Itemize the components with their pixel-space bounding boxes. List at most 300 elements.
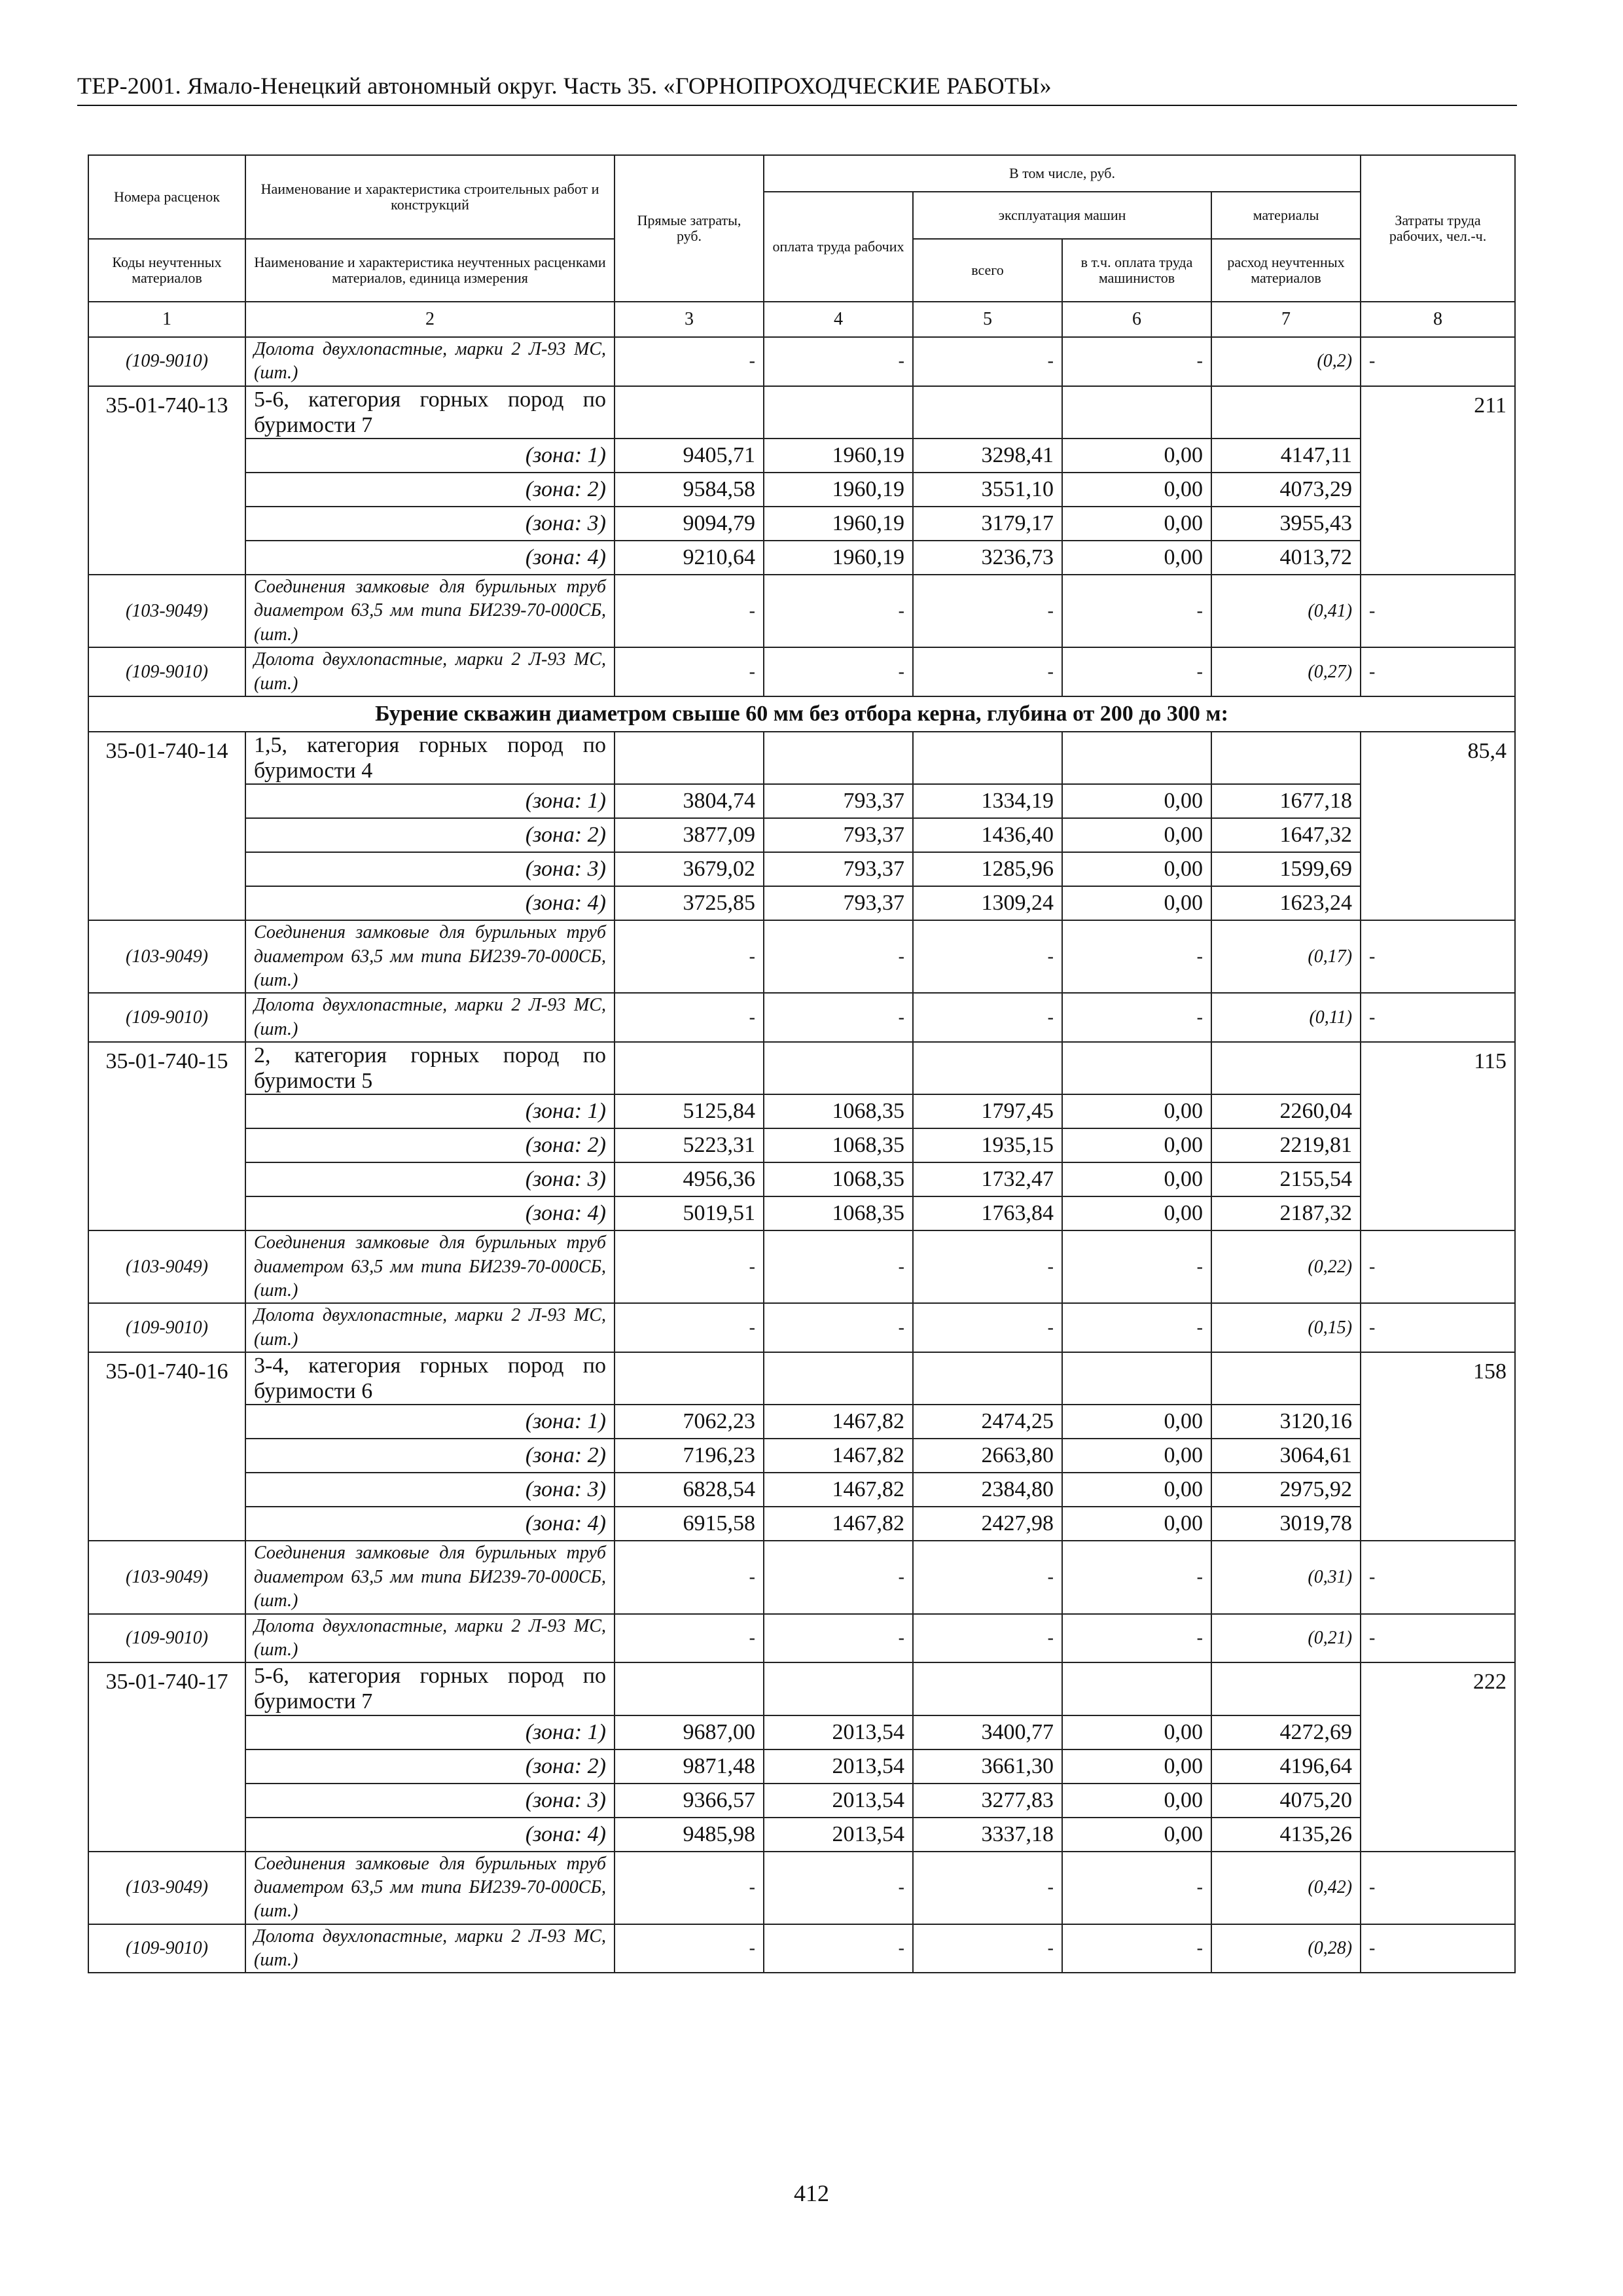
rate-title-row xyxy=(88,1662,1515,1715)
material-consumption-cell: (0,21) xyxy=(1211,1614,1361,1663)
direct-cost-value: 7062,23 xyxy=(615,1405,764,1439)
material-name: Долота двухлопастные, марки 2 Л-93 МС, (шт.) xyxy=(245,647,615,696)
column-number: 6 xyxy=(1062,302,1211,337)
material-name: Соединения замковые для бурильных труб диаметром 63,5 мм типа БИ239-70-000СБ, (шт.) xyxy=(245,920,615,993)
section-title: Бурение скважин диаметром свыше 60 мм без отбора керна, глубина от 200 до 300 м: xyxy=(88,696,1515,732)
machines-total-value: 1309,24 xyxy=(913,886,1062,920)
direct-cost-cell: - xyxy=(615,1852,764,1924)
material-row xyxy=(88,647,1515,696)
empty-cell xyxy=(913,386,1062,439)
operators-pay-value: 0,00 xyxy=(1062,473,1211,507)
operators-pay-value: 0,00 xyxy=(1062,1818,1211,1852)
material-name: Соединения замковые для бурильных труб диаметром 63,5 мм типа БИ239-70-000СБ, (шт.) xyxy=(245,1230,615,1303)
direct-cost-cell: - xyxy=(615,647,764,696)
machines-total-value: 2384,80 xyxy=(913,1473,1062,1507)
header-operators-pay: в т.ч. оплата труда машинистов xyxy=(1062,239,1211,302)
labor-cost-cell: - xyxy=(1361,993,1515,1042)
materials-value: 1599,69 xyxy=(1211,852,1361,886)
header-labor-costs: Затраты труда рабочих, чел.-ч. xyxy=(1361,155,1515,302)
materials-value: 2187,32 xyxy=(1211,1196,1361,1230)
material-code: (109-9010) xyxy=(88,337,245,386)
direct-cost-cell: - xyxy=(615,1541,764,1613)
materials-value: 4075,20 xyxy=(1211,1784,1361,1818)
machines-total-cell: - xyxy=(913,1614,1062,1663)
empty-cell xyxy=(1211,1662,1361,1715)
direct-cost-value: 3725,85 xyxy=(615,886,764,920)
material-row xyxy=(88,1303,1515,1352)
material-code: (109-9010) xyxy=(88,647,245,696)
operators-pay-value: 0,00 xyxy=(1062,541,1211,575)
machines-total-value: 3400,77 xyxy=(913,1715,1062,1749)
empty-cell xyxy=(913,1042,1062,1094)
zone-row xyxy=(88,541,1515,575)
zone-label: (зона: 1) xyxy=(245,439,615,473)
zone-label: (зона: 2) xyxy=(245,1128,615,1162)
workers-pay-value: 1960,19 xyxy=(764,541,913,575)
workers-pay-value: 2013,54 xyxy=(764,1749,913,1784)
zone-label: (зона: 2) xyxy=(245,473,615,507)
direct-cost-value: 9584,58 xyxy=(615,473,764,507)
zone-label: (зона: 4) xyxy=(245,1818,615,1852)
materials-value: 3019,78 xyxy=(1211,1507,1361,1541)
workers-pay-value: 2013,54 xyxy=(764,1818,913,1852)
zone-label: (зона: 3) xyxy=(245,1784,615,1818)
empty-cell xyxy=(615,386,764,439)
workers-pay-cell: - xyxy=(764,920,913,993)
zone-row xyxy=(88,1507,1515,1541)
direct-cost-value: 9210,64 xyxy=(615,541,764,575)
rate-title: 3-4, категория горных пород по буримости 6 xyxy=(245,1352,615,1405)
zone-row xyxy=(88,1818,1515,1852)
column-number: 1 xyxy=(88,302,245,337)
rate-title: 2, категория горных пород по буримости 5 xyxy=(245,1042,615,1094)
operators-pay-value: 0,00 xyxy=(1062,818,1211,852)
empty-cell xyxy=(1062,1042,1211,1094)
machines-total-cell: - xyxy=(913,993,1062,1042)
materials-value: 3120,16 xyxy=(1211,1405,1361,1439)
workers-pay-value: 793,37 xyxy=(764,886,913,920)
column-number: 8 xyxy=(1361,302,1515,337)
workers-pay-cell: - xyxy=(764,1303,913,1352)
page-number: 412 xyxy=(794,2180,829,2206)
workers-pay-cell: - xyxy=(764,1924,913,1973)
direct-cost-value: 6828,54 xyxy=(615,1473,764,1507)
operators-pay-value: 0,00 xyxy=(1062,1405,1211,1439)
section-row xyxy=(88,696,1515,732)
machines-total-cell: - xyxy=(913,1541,1062,1613)
zone-row xyxy=(88,1784,1515,1818)
machines-total-cell: - xyxy=(913,1852,1062,1924)
material-name: Долота двухлопастные, марки 2 Л-93 МС, (шт.) xyxy=(245,337,615,386)
rate-title-row xyxy=(88,732,1515,784)
materials-value: 3064,61 xyxy=(1211,1439,1361,1473)
zone-label: (зона: 4) xyxy=(245,1196,615,1230)
zone-row xyxy=(88,1439,1515,1473)
material-code: (109-9010) xyxy=(88,993,245,1042)
rate-title: 1,5, категория горных пород по буримости 4 xyxy=(245,732,615,784)
machines-total-value: 3661,30 xyxy=(913,1749,1062,1784)
operators-pay-cell: - xyxy=(1062,575,1211,647)
material-consumption-cell: (0,27) xyxy=(1211,647,1361,696)
empty-cell xyxy=(1211,1042,1361,1094)
direct-cost-value: 5223,31 xyxy=(615,1128,764,1162)
material-code: (103-9049) xyxy=(88,1541,245,1613)
labor-cost-cell: - xyxy=(1361,1303,1515,1352)
operators-pay-cell: - xyxy=(1062,993,1211,1042)
rate-title: 5-6, категория горных пород по буримости 7 xyxy=(245,1662,615,1715)
table-body xyxy=(88,337,1515,1973)
empty-cell xyxy=(1062,1352,1211,1405)
material-code: (109-9010) xyxy=(88,1614,245,1663)
direct-cost-value: 9687,00 xyxy=(615,1715,764,1749)
labor-cost-cell: - xyxy=(1361,1852,1515,1924)
workers-pay-value: 1467,82 xyxy=(764,1405,913,1439)
direct-cost-cell: - xyxy=(615,337,764,386)
workers-pay-cell: - xyxy=(764,575,913,647)
machines-total-cell: - xyxy=(913,1303,1062,1352)
material-code: (103-9049) xyxy=(88,1230,245,1303)
material-code: (103-9049) xyxy=(88,575,245,647)
material-consumption-cell: (0,31) xyxy=(1211,1541,1361,1613)
empty-cell xyxy=(764,732,913,784)
workers-pay-value: 1467,82 xyxy=(764,1507,913,1541)
labor-cost-cell: - xyxy=(1361,1614,1515,1663)
workers-pay-cell: - xyxy=(764,1541,913,1613)
rate-title-row xyxy=(88,386,1515,439)
material-consumption-cell: (0,15) xyxy=(1211,1303,1361,1352)
header-materials: материалы xyxy=(1211,192,1361,239)
machines-total-cell: - xyxy=(913,920,1062,993)
zone-label: (зона: 3) xyxy=(245,1162,615,1196)
material-consumption-cell: (0,42) xyxy=(1211,1852,1361,1924)
zone-row xyxy=(88,818,1515,852)
zone-label: (зона: 4) xyxy=(245,1507,615,1541)
empty-cell xyxy=(615,1352,764,1405)
operators-pay-value: 0,00 xyxy=(1062,1094,1211,1128)
operators-pay-cell: - xyxy=(1062,1230,1211,1303)
column-number: 4 xyxy=(764,302,913,337)
workers-pay-value: 1068,35 xyxy=(764,1094,913,1128)
rate-code: 35-01-740-17 xyxy=(88,1662,245,1851)
workers-pay-cell: - xyxy=(764,1230,913,1303)
zone-label: (зона: 1) xyxy=(245,1405,615,1439)
operators-pay-value: 0,00 xyxy=(1062,1439,1211,1473)
header-machines: эксплуатация машин xyxy=(913,192,1211,239)
column-number: 3 xyxy=(615,302,764,337)
empty-cell xyxy=(913,1352,1062,1405)
zone-label: (зона: 3) xyxy=(245,1473,615,1507)
machines-total-cell: - xyxy=(913,575,1062,647)
header-material-codes: Коды неучтенных материалов xyxy=(88,239,245,302)
workers-pay-cell: - xyxy=(764,1852,913,1924)
zone-label: (зона: 4) xyxy=(245,886,615,920)
operators-pay-cell: - xyxy=(1062,1852,1211,1924)
material-name: Соединения замковые для бурильных труб диаметром 63,5 мм типа БИ239-70-000СБ, (шт.) xyxy=(245,1852,615,1924)
rate-title-row xyxy=(88,1042,1515,1094)
header-work-name: Наименование и характеристика строительных работ и конструкций xyxy=(245,155,615,239)
operators-pay-value: 0,00 xyxy=(1062,439,1211,473)
materials-value: 2219,81 xyxy=(1211,1128,1361,1162)
rate-code: 35-01-740-16 xyxy=(88,1352,245,1541)
zone-row xyxy=(88,1749,1515,1784)
operators-pay-cell: - xyxy=(1062,1541,1211,1613)
labor-cost-cell: - xyxy=(1361,575,1515,647)
zone-label: (зона: 1) xyxy=(245,1094,615,1128)
operators-pay-value: 0,00 xyxy=(1062,886,1211,920)
empty-cell xyxy=(764,1352,913,1405)
workers-pay-value: 1068,35 xyxy=(764,1196,913,1230)
operators-pay-value: 0,00 xyxy=(1062,1162,1211,1196)
workers-pay-value: 1467,82 xyxy=(764,1473,913,1507)
direct-cost-value: 9366,57 xyxy=(615,1784,764,1818)
rate-title-row xyxy=(88,1352,1515,1405)
material-consumption-cell: (0,28) xyxy=(1211,1924,1361,1973)
materials-value: 4196,64 xyxy=(1211,1749,1361,1784)
material-consumption-cell: (0,22) xyxy=(1211,1230,1361,1303)
material-row xyxy=(88,1541,1515,1613)
direct-cost-value: 5125,84 xyxy=(615,1094,764,1128)
table-header xyxy=(88,155,1515,337)
zone-label: (зона: 1) xyxy=(245,1715,615,1749)
labor-cost-cell: - xyxy=(1361,647,1515,696)
zone-row xyxy=(88,1715,1515,1749)
operators-pay-value: 0,00 xyxy=(1062,1715,1211,1749)
machines-total-value: 1797,45 xyxy=(913,1094,1062,1128)
empty-cell xyxy=(1062,732,1211,784)
operators-pay-cell: - xyxy=(1062,1924,1211,1973)
operators-pay-value: 0,00 xyxy=(1062,1196,1211,1230)
material-code: (109-9010) xyxy=(88,1924,245,1973)
material-name: Долота двухлопастные, марки 2 Л-93 МС, (шт.) xyxy=(245,1924,615,1973)
labor-cost-cell: - xyxy=(1361,1924,1515,1973)
materials-value: 2155,54 xyxy=(1211,1162,1361,1196)
operators-pay-value: 0,00 xyxy=(1062,507,1211,541)
direct-cost-cell: - xyxy=(615,1924,764,1973)
operators-pay-value: 0,00 xyxy=(1062,852,1211,886)
direct-cost-cell: - xyxy=(615,920,764,993)
operators-pay-cell: - xyxy=(1062,337,1211,386)
materials-value: 4073,29 xyxy=(1211,473,1361,507)
zone-row xyxy=(88,852,1515,886)
empty-cell xyxy=(764,1662,913,1715)
zone-row xyxy=(88,1162,1515,1196)
labor-cost: 158 xyxy=(1361,1352,1515,1541)
machines-total-value: 1334,19 xyxy=(913,784,1062,818)
zone-label: (зона: 3) xyxy=(245,852,615,886)
workers-pay-value: 2013,54 xyxy=(764,1715,913,1749)
material-name: Соединения замковые для бурильных труб диаметром 63,5 мм типа БИ239-70-000СБ, (шт.) xyxy=(245,575,615,647)
workers-pay-value: 1960,19 xyxy=(764,439,913,473)
machines-total-value: 3298,41 xyxy=(913,439,1062,473)
workers-pay-value: 1068,35 xyxy=(764,1162,913,1196)
zone-row xyxy=(88,1094,1515,1128)
empty-cell xyxy=(913,1662,1062,1715)
column-number: 2 xyxy=(245,302,615,337)
machines-total-value: 2474,25 xyxy=(913,1405,1062,1439)
material-row xyxy=(88,993,1515,1042)
materials-value: 1623,24 xyxy=(1211,886,1361,920)
workers-pay-value: 1068,35 xyxy=(764,1128,913,1162)
labor-cost: 115 xyxy=(1361,1042,1515,1230)
materials-value: 3955,43 xyxy=(1211,507,1361,541)
empty-cell xyxy=(615,1042,764,1094)
operators-pay-cell: - xyxy=(1062,1303,1211,1352)
zone-row xyxy=(88,1473,1515,1507)
direct-cost-cell: - xyxy=(615,575,764,647)
operators-pay-cell: - xyxy=(1062,920,1211,993)
column-number: 5 xyxy=(913,302,1062,337)
operators-pay-value: 0,00 xyxy=(1062,1749,1211,1784)
operators-pay-value: 0,00 xyxy=(1062,1128,1211,1162)
material-name: Соединения замковые для бурильных труб диаметром 63,5 мм типа БИ239-70-000СБ, (шт.) xyxy=(245,1541,615,1613)
zone-row xyxy=(88,473,1515,507)
column-number: 7 xyxy=(1211,302,1361,337)
labor-cost-cell: - xyxy=(1361,1541,1515,1613)
material-consumption-cell: (0,17) xyxy=(1211,920,1361,993)
rate-code: 35-01-740-15 xyxy=(88,1042,245,1230)
labor-cost: 222 xyxy=(1361,1662,1515,1851)
empty-cell xyxy=(1211,1352,1361,1405)
header-including: В том числе, руб. xyxy=(764,155,1361,192)
material-consumption-cell: (0,11) xyxy=(1211,993,1361,1042)
zone-row xyxy=(88,1405,1515,1439)
empty-cell xyxy=(1062,386,1211,439)
material-name: Долота двухлопастные, марки 2 Л-93 МС, (шт.) xyxy=(245,1303,615,1352)
empty-cell xyxy=(913,732,1062,784)
header-workers-pay: оплата труда рабочих xyxy=(764,192,913,302)
running-header: ТЕР-2001. Ямало-Ненецкий автономный округ. Часть 35. «ГОРНОПРОХОДЧЕСКИЕ РАБОТЫ» xyxy=(77,73,1052,99)
empty-cell xyxy=(1211,732,1361,784)
workers-pay-cell: - xyxy=(764,993,913,1042)
workers-pay-value: 793,37 xyxy=(764,784,913,818)
materials-value: 4013,72 xyxy=(1211,541,1361,575)
rates-table xyxy=(88,154,1516,1973)
direct-cost-value: 9485,98 xyxy=(615,1818,764,1852)
empty-cell xyxy=(1062,1662,1211,1715)
machines-total-value: 1732,47 xyxy=(913,1162,1062,1196)
machines-total-cell: - xyxy=(913,337,1062,386)
column-numbers-row xyxy=(88,302,1515,337)
workers-pay-value: 1960,19 xyxy=(764,473,913,507)
materials-value: 1677,18 xyxy=(1211,784,1361,818)
machines-total-value: 3337,18 xyxy=(913,1818,1062,1852)
rate-code: 35-01-740-13 xyxy=(88,386,245,575)
zone-row xyxy=(88,507,1515,541)
zone-row xyxy=(88,1196,1515,1230)
direct-cost-value: 3804,74 xyxy=(615,784,764,818)
materials-value: 4272,69 xyxy=(1211,1715,1361,1749)
header-material-consumption: расход неучтенных материалов xyxy=(1211,239,1361,302)
operators-pay-cell: - xyxy=(1062,647,1211,696)
rate-title: 5-6, категория горных пород по буримости 7 xyxy=(245,386,615,439)
material-row xyxy=(88,1614,1515,1663)
zone-row xyxy=(88,1128,1515,1162)
material-row xyxy=(88,337,1515,386)
machines-total-cell: - xyxy=(913,647,1062,696)
material-name: Долота двухлопастные, марки 2 Л-93 МС, (шт.) xyxy=(245,993,615,1042)
labor-cost: 85,4 xyxy=(1361,732,1515,920)
material-consumption-cell: (0,41) xyxy=(1211,575,1361,647)
material-row xyxy=(88,1230,1515,1303)
direct-cost-cell: - xyxy=(615,993,764,1042)
material-code: (103-9049) xyxy=(88,920,245,993)
direct-cost-value: 6915,58 xyxy=(615,1507,764,1541)
machines-total-value: 3179,17 xyxy=(913,507,1062,541)
workers-pay-value: 2013,54 xyxy=(764,1784,913,1818)
header-rule xyxy=(77,105,1517,106)
direct-cost-value: 9405,71 xyxy=(615,439,764,473)
zone-label: (зона: 2) xyxy=(245,1439,615,1473)
material-row xyxy=(88,1852,1515,1924)
machines-total-value: 1935,15 xyxy=(913,1128,1062,1162)
machines-total-value: 3551,10 xyxy=(913,473,1062,507)
labor-cost-cell: - xyxy=(1361,1230,1515,1303)
empty-cell xyxy=(615,1662,764,1715)
rate-code: 35-01-740-14 xyxy=(88,732,245,920)
labor-cost-cell: - xyxy=(1361,920,1515,993)
materials-value: 2260,04 xyxy=(1211,1094,1361,1128)
header-material-names: Наименование и характеристика неучтенных расценками материалов, единица измерения xyxy=(245,239,615,302)
materials-value: 2975,92 xyxy=(1211,1473,1361,1507)
material-name: Долота двухлопастные, марки 2 Л-93 МС, (шт.) xyxy=(245,1614,615,1663)
machines-total-value: 2427,98 xyxy=(913,1507,1062,1541)
labor-cost: 211 xyxy=(1361,386,1515,575)
direct-cost-cell: - xyxy=(615,1303,764,1352)
direct-cost-value: 3877,09 xyxy=(615,818,764,852)
zone-label: (зона: 1) xyxy=(245,784,615,818)
header-rate-numbers: Номера расценок xyxy=(88,155,245,239)
materials-value: 4147,11 xyxy=(1211,439,1361,473)
workers-pay-cell: - xyxy=(764,647,913,696)
material-consumption-cell: (0,2) xyxy=(1211,337,1361,386)
machines-total-value: 3236,73 xyxy=(913,541,1062,575)
operators-pay-cell: - xyxy=(1062,1614,1211,1663)
material-row xyxy=(88,575,1515,647)
operators-pay-value: 0,00 xyxy=(1062,1473,1211,1507)
machines-total-value: 1285,96 xyxy=(913,852,1062,886)
direct-cost-cell: - xyxy=(615,1614,764,1663)
workers-pay-value: 1467,82 xyxy=(764,1439,913,1473)
direct-cost-value: 4956,36 xyxy=(615,1162,764,1196)
direct-cost-cell: - xyxy=(615,1230,764,1303)
direct-cost-value: 3679,02 xyxy=(615,852,764,886)
header-direct-costs: Прямые затраты, руб. xyxy=(615,155,764,302)
empty-cell xyxy=(1211,386,1361,439)
materials-value: 1647,32 xyxy=(1211,818,1361,852)
direct-cost-value: 9094,79 xyxy=(615,507,764,541)
operators-pay-value: 0,00 xyxy=(1062,1784,1211,1818)
zone-row xyxy=(88,439,1515,473)
machines-total-value: 2663,80 xyxy=(913,1439,1062,1473)
workers-pay-cell: - xyxy=(764,337,913,386)
machines-total-cell: - xyxy=(913,1924,1062,1973)
machines-total-value: 3277,83 xyxy=(913,1784,1062,1818)
zone-label: (зона: 3) xyxy=(245,507,615,541)
zone-label: (зона: 4) xyxy=(245,541,615,575)
operators-pay-value: 0,00 xyxy=(1062,1507,1211,1541)
machines-total-cell: - xyxy=(913,1230,1062,1303)
header-machines-total: всего xyxy=(913,239,1062,302)
zone-label: (зона: 2) xyxy=(245,818,615,852)
workers-pay-cell: - xyxy=(764,1614,913,1663)
labor-cost-cell: - xyxy=(1361,337,1515,386)
material-row xyxy=(88,920,1515,993)
material-code: (103-9049) xyxy=(88,1852,245,1924)
machines-total-value: 1436,40 xyxy=(913,818,1062,852)
zone-row xyxy=(88,886,1515,920)
direct-cost-value: 7196,23 xyxy=(615,1439,764,1473)
empty-cell xyxy=(764,386,913,439)
